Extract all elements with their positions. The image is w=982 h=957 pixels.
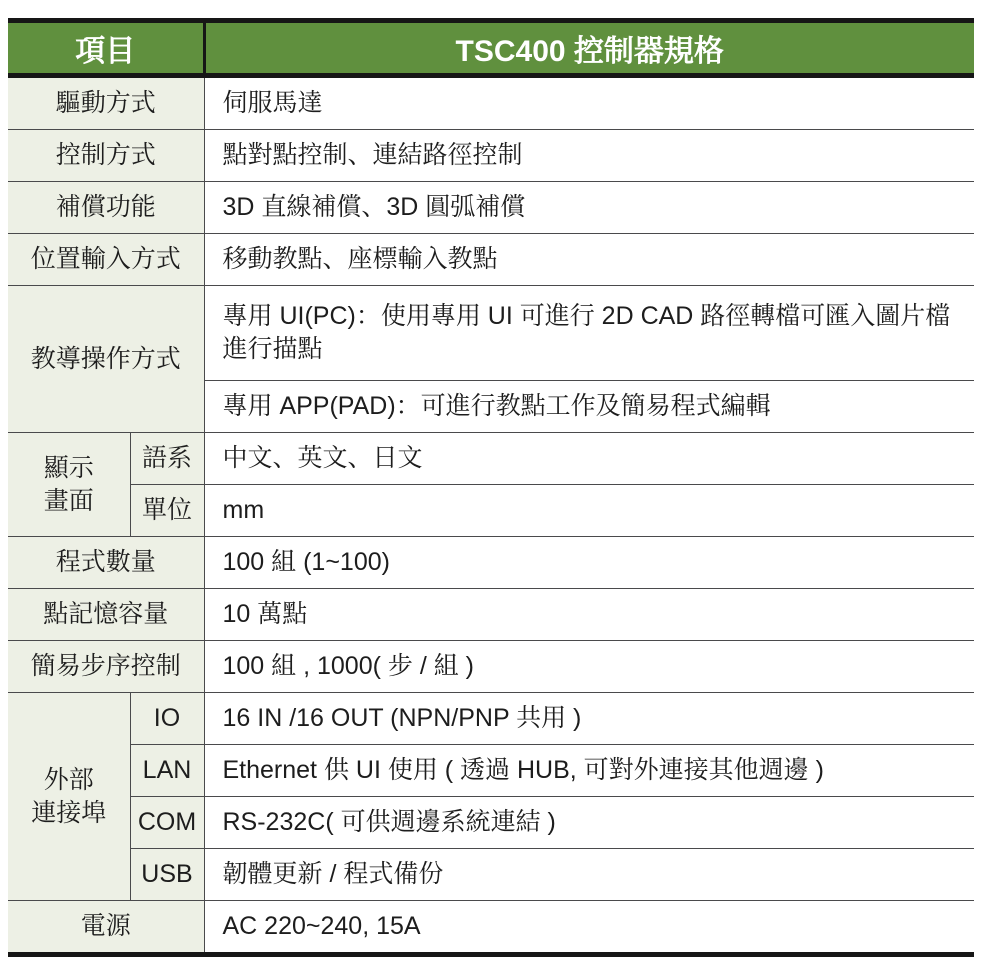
language-sublabel: 語系 xyxy=(130,433,204,485)
ports-label xyxy=(8,693,130,901)
compensation-value: 3D 直線補償、3D 圓弧補償 xyxy=(204,182,974,234)
ports-label-line1: 外部 xyxy=(43,766,94,794)
language-value: 中文、英文、日文 xyxy=(204,433,974,485)
table-row-point-memory xyxy=(8,589,974,641)
header-title: TSC400 控制器規格 xyxy=(204,21,974,76)
display-label-line1: 顯示 xyxy=(43,454,94,482)
com-sublabel: COM xyxy=(130,797,204,849)
table-row-position-input xyxy=(8,234,974,286)
drive-value: 伺服馬達 xyxy=(204,76,974,130)
program-count-label: 程式數量 xyxy=(8,537,204,589)
position-input-label: 位置輸入方式 xyxy=(8,234,204,286)
power-value: AC 220~240, 15A xyxy=(204,901,974,955)
display-label-line2: 畫面 xyxy=(43,486,94,515)
ports-label-line2: 連接埠 xyxy=(31,798,107,827)
table-row-display-unit xyxy=(8,485,974,537)
table-row-program-count xyxy=(8,537,974,589)
unit-sublabel: 單位 xyxy=(130,485,204,537)
table-row-compensation xyxy=(8,182,974,234)
table-row-control xyxy=(8,130,974,182)
header-item-label: 項目 xyxy=(8,21,204,76)
table-row-teaching-pc xyxy=(8,286,974,381)
table-header-row xyxy=(8,21,974,76)
spec-table xyxy=(8,18,974,957)
com-value: RS-232C( 可供週邊系統連結 ) xyxy=(204,797,974,849)
step-control-value: 100 組 , 1000( 步 / 組 ) xyxy=(204,641,974,693)
display-label xyxy=(8,433,130,537)
point-memory-value: 10 萬點 xyxy=(204,589,974,641)
table-row-port-io xyxy=(8,693,974,745)
unit-value: mm xyxy=(204,485,974,537)
table-row-port-com xyxy=(8,797,974,849)
table-row-port-lan xyxy=(8,745,974,797)
teaching-label: 教導操作方式 xyxy=(8,286,204,433)
point-memory-label: 點記憶容量 xyxy=(8,589,204,641)
table-row-step-control xyxy=(8,641,974,693)
power-label: 電源 xyxy=(8,901,204,955)
usb-value: 韌體更新 / 程式備份 xyxy=(204,849,974,901)
io-sublabel: IO xyxy=(130,693,204,745)
teaching-pad-value: 專用 APP(PAD)：可進行教點工作及簡易程式編輯 xyxy=(204,381,974,433)
control-value: 點對點控制、連結路徑控制 xyxy=(204,130,974,182)
compensation-label: 補償功能 xyxy=(8,182,204,234)
table-row-display-language xyxy=(8,433,974,485)
usb-sublabel: USB xyxy=(130,849,204,901)
control-label: 控制方式 xyxy=(8,130,204,182)
io-value: 16 IN /16 OUT (NPN/PNP 共用 ) xyxy=(204,693,974,745)
table-row-power xyxy=(8,901,974,955)
drive-label: 驅動方式 xyxy=(8,76,204,130)
program-count-value: 100 組 (1~100) xyxy=(204,537,974,589)
lan-value: Ethernet 供 UI 使用 ( 透過 HUB, 可對外連接其他週邊 ) xyxy=(204,745,974,797)
lan-sublabel: LAN xyxy=(130,745,204,797)
step-control-label: 簡易步序控制 xyxy=(8,641,204,693)
position-input-value: 移動教點、座標輸入教點 xyxy=(204,234,974,286)
table-row-drive xyxy=(8,76,974,130)
teaching-pc-value: 專用 UI(PC)：使用專用 UI 可進行 2D CAD 路徑轉檔可匯入圖片檔進行描點 xyxy=(204,286,974,381)
table-row-port-usb xyxy=(8,849,974,901)
